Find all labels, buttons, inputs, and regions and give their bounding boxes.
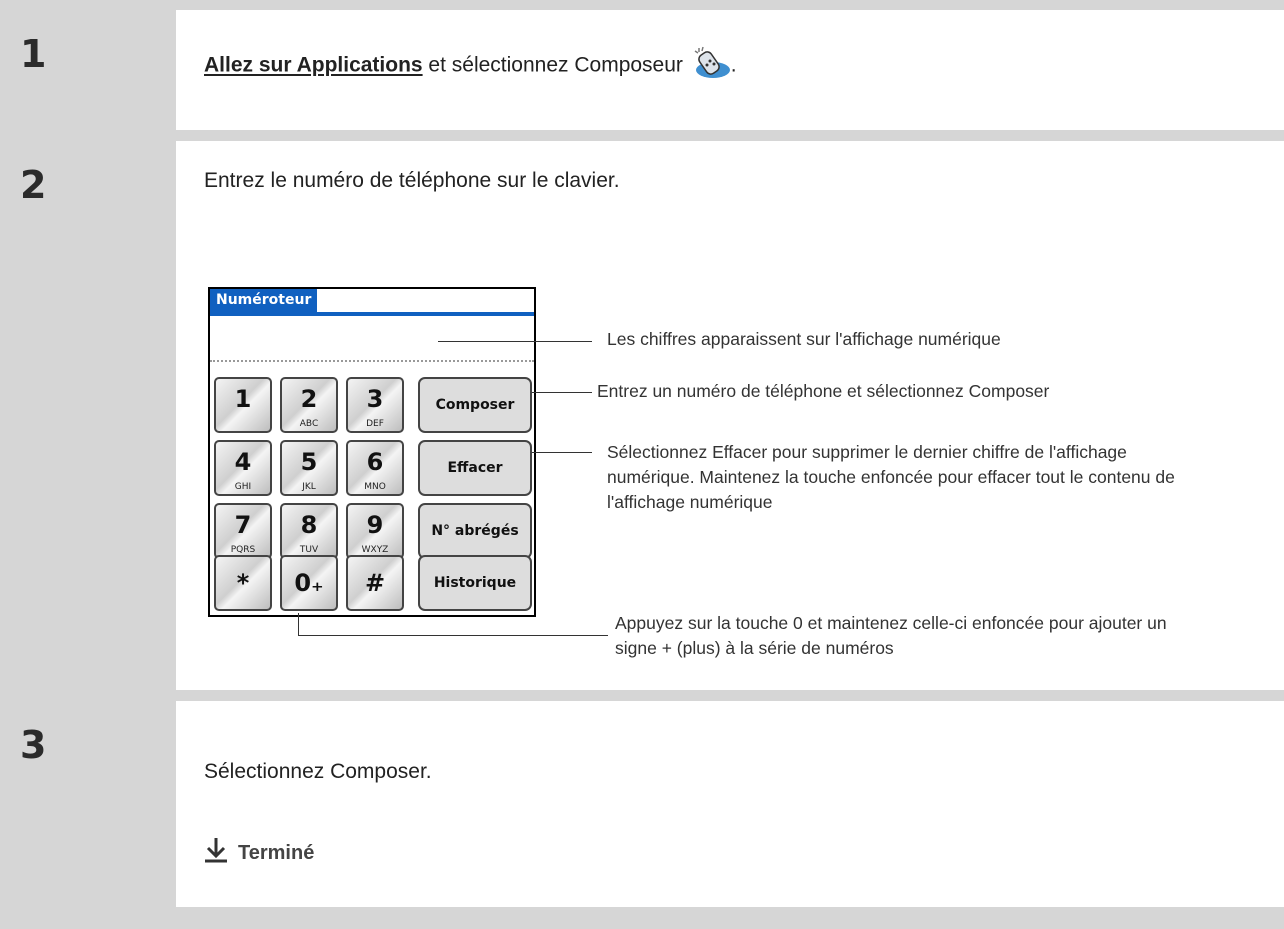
effacer-button[interactable]: Effacer [418, 440, 532, 496]
key-3[interactable]: 3 DEF [346, 377, 404, 433]
step-3-instruction: Sélectionnez Composer. [204, 760, 432, 783]
key-8[interactable]: 8 TUV [280, 503, 338, 559]
applications-link[interactable]: Allez sur Applications [204, 53, 423, 77]
key-2[interactable]: 2 ABC [280, 377, 338, 433]
callout-compose: Entrez un numéro de téléphone et sélectionnez Composer [597, 381, 1050, 401]
step-1-instruction [204, 46, 737, 86]
key-7[interactable]: 7 PQRS [214, 503, 272, 559]
composer-button[interactable]: Composer [418, 377, 532, 433]
step-1-end: . [730, 53, 737, 77]
callout-display: Les chiffres apparaissent sur l'affichage numérique [607, 329, 1001, 349]
key-5[interactable]: 5 JKL [280, 440, 338, 496]
step-1-text: et sélectionnez Composeur [422, 53, 683, 77]
dialer-title: Numéroteur [210, 289, 317, 312]
callout-line-display [438, 341, 592, 342]
step-1 [0, 10, 1284, 130]
step-2 [0, 141, 1284, 690]
key-1[interactable]: 1 [214, 377, 272, 433]
callout-line-zero-v [298, 613, 299, 635]
history-button[interactable]: Historique [418, 555, 532, 611]
done-marker [204, 837, 314, 865]
key-9[interactable]: 9 WXYZ [346, 503, 404, 559]
callout-erase: Sélectionnez Effacer pour supprimer le dernier chiffre de l'affichage numérique. Maintenez la touche enfoncée pour effacer tout le contenu de l'affichage numérique [607, 442, 1175, 512]
key-hash[interactable]: # [346, 555, 404, 611]
step-content [176, 141, 1284, 690]
callout-line-zero-h [298, 635, 608, 636]
step-number: 3 [20, 723, 47, 767]
step-content [176, 10, 1284, 130]
down-arrow-icon [204, 837, 228, 863]
title-bar [210, 289, 534, 317]
key-4[interactable]: 4 GHI [214, 440, 272, 496]
done-label: Terminé [238, 842, 315, 864]
callout-line-compose [532, 392, 592, 393]
step-2-instruction: Entrez le numéro de téléphone sur le clavier. [204, 169, 620, 192]
key-6[interactable]: 6 MNO [346, 440, 404, 496]
step-3 [0, 701, 1284, 907]
step-number: 2 [20, 163, 47, 207]
key-0[interactable]: 0₊ [280, 555, 338, 611]
callout-line-erase [532, 452, 592, 453]
key-star[interactable]: * [214, 555, 272, 611]
title-underline [210, 312, 534, 316]
phone-dialer-icon [693, 46, 731, 86]
speed-dial-button[interactable]: N° abrégés [418, 503, 532, 559]
step-number: 1 [20, 32, 47, 76]
number-display [210, 360, 534, 362]
step-content [176, 701, 1284, 907]
dialer-screen [208, 287, 536, 617]
callout-zero: Appuyez sur la touche 0 et maintenez celle-ci enfoncée pour ajouter un signe + (plus) à la série de numéros [615, 613, 1167, 658]
